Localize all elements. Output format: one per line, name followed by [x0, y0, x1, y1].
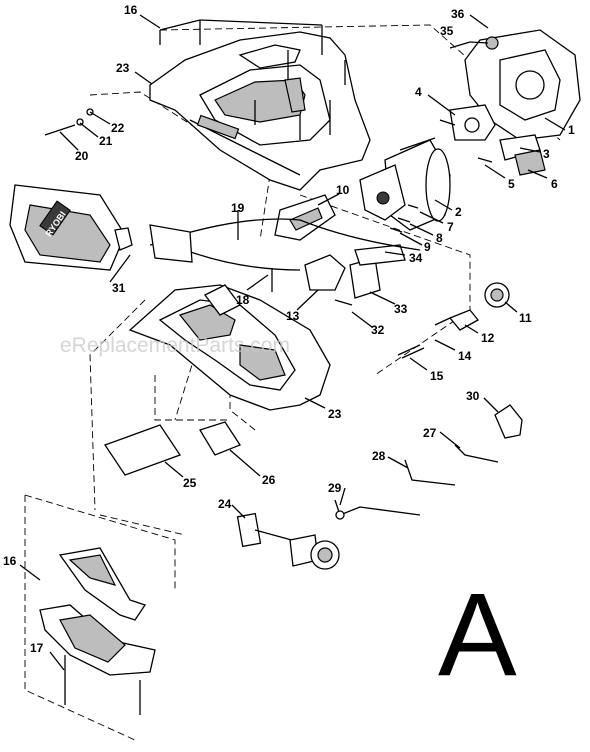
- part-label-28: 28: [372, 449, 386, 463]
- elbow-fitting: [495, 405, 522, 438]
- part-label-33: 33: [394, 302, 408, 316]
- label-sheets: [105, 422, 240, 475]
- switch-housing-parts: [305, 245, 405, 305]
- part-label-3: 3: [543, 147, 550, 161]
- switch: [275, 195, 335, 240]
- part-label-26: 26: [262, 473, 276, 487]
- knob-lever-spring: [398, 283, 509, 358]
- screws-18-19: [238, 222, 272, 292]
- dust-bag: [10, 185, 132, 270]
- bolt-washers: [45, 109, 93, 135]
- dust-adapter: [150, 225, 192, 262]
- part-label-6: 6: [551, 177, 558, 191]
- part-label-27: 27: [423, 426, 437, 440]
- part-label-18: 18: [236, 293, 250, 307]
- hex-keys-rod: [335, 445, 498, 519]
- part-label-10: 10: [336, 183, 350, 197]
- part-label-13: 13: [286, 309, 300, 323]
- part-label-4: 4: [415, 85, 422, 99]
- part-label-35: 35: [440, 24, 454, 38]
- part-label-32: 32: [371, 323, 385, 337]
- part-label-17-bottom: 17: [30, 641, 44, 655]
- part-label-5: 5: [508, 177, 515, 191]
- part-label-1: 1: [568, 123, 575, 137]
- part-label-7: 7: [447, 220, 454, 234]
- part-label-14: 14: [458, 349, 472, 363]
- part-label-16: 16: [3, 554, 17, 568]
- part-label-31: 31: [112, 281, 126, 295]
- part-label-24: 24: [218, 497, 232, 511]
- part-label-12: 12: [481, 331, 495, 345]
- part-label-30: 30: [466, 389, 480, 403]
- part-label-25: 25: [183, 476, 197, 490]
- part-label-15: 15: [430, 369, 444, 383]
- part-label-21: 21: [99, 134, 113, 148]
- part-label-19: 19: [231, 201, 245, 215]
- part-label-20: 20: [75, 149, 89, 163]
- bag-brand-label: RYOBI: [43, 209, 68, 239]
- part-label-29: 29: [328, 481, 342, 495]
- part-label-11: 11: [519, 311, 532, 325]
- part-label-23-bottom: 23: [328, 407, 342, 421]
- part-label-2: 2: [455, 205, 462, 219]
- motor: [360, 138, 450, 230]
- part-label-9: 9: [424, 240, 431, 254]
- part-label-8: 8: [436, 231, 443, 245]
- watermark: eReplacementParts.com: [60, 334, 290, 357]
- clamp-assembly: [238, 514, 339, 569]
- part-label-22: 22: [111, 121, 125, 135]
- part-label-23-top: 23: [116, 61, 130, 75]
- part-label-36: 36: [451, 7, 465, 21]
- part-label-34: 34: [409, 251, 423, 265]
- upper-housing: [150, 32, 370, 190]
- blade-guard: [40, 548, 155, 715]
- part-label-17-top: 16: [124, 3, 138, 17]
- section-letter: A: [438, 569, 517, 701]
